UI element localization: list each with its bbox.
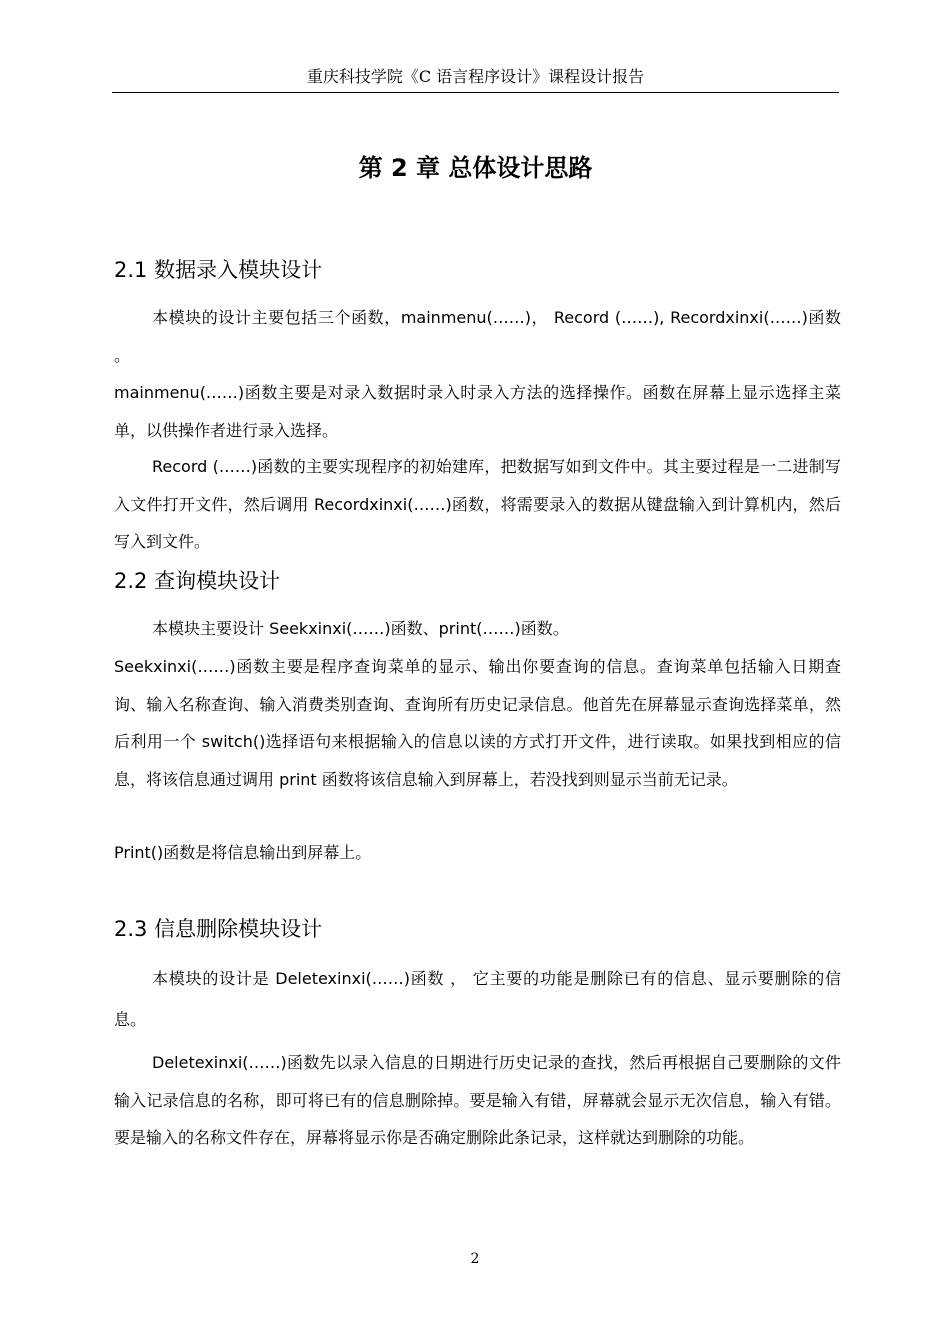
section-2-2-paragraph-3: Print()函数是将信息输出到屏幕上。 [114, 843, 372, 862]
section-2-3-paragraph-1: 本模块的设计是 Deletexinxi(……)函数 ， 它主要的功能是删除已有的信息、显示要删除的信息。 [114, 969, 841, 1029]
chapter-title: 第 2 章 总体设计思路 [358, 154, 593, 182]
section-title-2-1: 2.1 数据录入模块设计 [114, 258, 323, 282]
section-2-1-paragraph-3: Record (……)函数的主要实现程序的初始建库，把数据写如到文件中。其主要过程是一二进制写入文件打开文件，然后调用 Recordxinxi(……)函数，将需要录入的数据从键盘输入到计算机内，然后写入到文件。 [114, 457, 841, 551]
section-2-2-paragraph-1: 本模块主要设计 Seekxinxi(……)函数、print(……)函数。 [152, 619, 569, 638]
page-header: 重庆科技学院《C 语言程序设计》课程设计报告 [306, 67, 645, 86]
header-rule [112, 92, 839, 93]
section-title-2-3: 2.3 信息删除模块设计 [114, 917, 323, 941]
section-2-3-paragraph-2: Deletexinxi(……)函数先以录入信息的日期进行历史记录的查找，然后再根据自己要删除的文件输入记录信息的名称，即可将已有的信息删除掉。要是输入有错，屏幕就会显示无次信息，输入有错。要是输入的名称文件存在，屏幕将显示你是否确定删除此条记录，这样就达到删除的功能。 [114, 1053, 841, 1147]
section-2-2-paragraph-2: Seekxinxi(……)函数主要是程序查询菜单的显示、输出你要查询的信息。查询菜单包括输入日期查询、输入名称查询、输入消费类别查询、查询所有历史记录信息。他首先在屏幕显示查询选择菜单，然后利用一个 switch()选择语句来根据输入的信息以读的方式打开文件，进行读取。如果找到相应的信息，将该信息通过调用 print 函数将该信息输入到屏幕上，若没找到则显示当前无记录。 [114, 657, 841, 789]
section-2-1-paragraph-2: mainmenu(……)函数主要是对录入数据时录入时录入方法的选择操作。函数在屏幕上显示选择主菜单，以供操作者进行录入选择。 [114, 383, 841, 440]
section-title-2-2: 2.2 查询模块设计 [114, 569, 281, 593]
page-number: 2 [470, 1251, 480, 1267]
section-2-1-paragraph-1: 本模块的设计主要包括三个函数，mainmenu(……)， Record (……), Recordxinxi(……)函数 。 [114, 308, 841, 365]
